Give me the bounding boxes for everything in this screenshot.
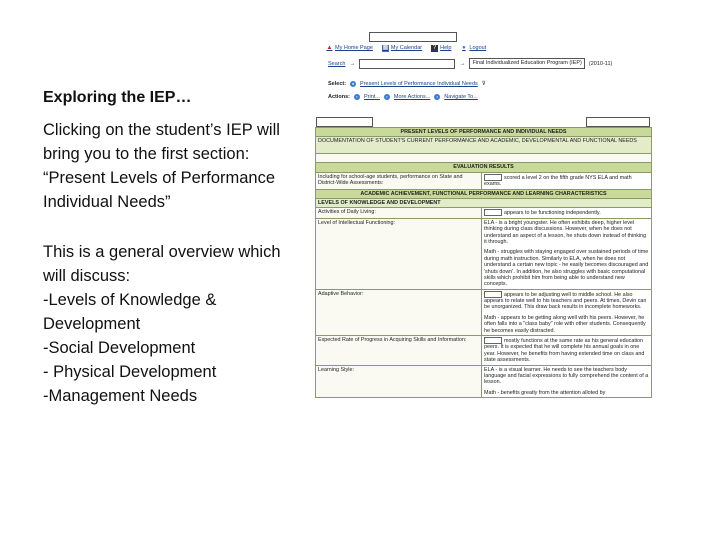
nav-help[interactable] <box>431 45 451 52</box>
redacted-name <box>484 209 502 216</box>
help-icon: ? <box>432 44 437 51</box>
iep-year: (2010-11) <box>588 60 613 67</box>
overview-item: - Physical Development <box>43 363 217 381</box>
nav-logout[interactable] <box>460 45 486 52</box>
learning-style-value <box>482 365 652 398</box>
learning-style-label: Learning Style: <box>316 365 482 398</box>
academic-heading: ACADEMIC ACHIEVEMENT, FUNCTIONAL PERFORMANCE AND LEARNING CHARACTERISTICS <box>316 189 652 198</box>
adaptive-label: Adaptive Behavior: <box>316 289 482 335</box>
navigate-icon: ▪ <box>434 94 440 100</box>
nav-calendar[interactable] <box>382 45 422 52</box>
search-link[interactable]: Search <box>328 60 346 67</box>
intellectual-label: Level of Intellectual Functioning: <box>316 218 482 289</box>
adaptive-text-2: Math - appears to be getting along well with his peers. However, he often falls into a "class baby" role with other students. Consequently he becomes easily distracted. <box>484 314 646 334</box>
adaptive-value <box>482 289 652 335</box>
redacted-name <box>484 291 502 298</box>
levels-heading: LEVELS OF KNOWLEDGE AND DEVELOPMENT <box>316 198 652 207</box>
intellectual-math: Math - struggles with staying engaged over sustained periods of time during math instruction. Similarly to ELA, when he does not understand a certain new topic - he easily becomes discouraged and 'shuts down'. In addition, he also struggles with basic computational skills which prohibit him from being able to understand new concepts. <box>484 249 649 288</box>
iep-table <box>315 127 652 398</box>
section-heading: PRESENT LEVELS OF PERFORMANCE AND INDIVIDUAL NEEDS <box>316 128 652 137</box>
nav-calendar-label: My Calendar <box>390 45 423 51</box>
calendar-icon: ▦ <box>382 44 389 51</box>
top-input[interactable] <box>369 32 457 42</box>
arrow-icon: → <box>349 60 356 67</box>
logout-icon: ● <box>462 44 466 51</box>
slide-text <box>43 86 293 408</box>
select-section[interactable]: Present Levels of Performance Individual Needs <box>360 81 478 87</box>
evaluation-label: Including for school-age students, performance on State and District-Wide Assessments: <box>316 172 482 189</box>
select-icon: ● <box>351 81 355 86</box>
iep-title: Final Individualized Education Program (IEP) <box>469 58 584 69</box>
nav-home-label: My Home Page <box>335 45 373 51</box>
evaluation-heading: EVALUATION RESULTS <box>316 163 652 172</box>
actions-row <box>328 94 478 100</box>
nav-logout-label: Logout <box>469 45 487 51</box>
intellectual-ela: ELA - is a bright youngster. He often exhibits deep, higher level thinking during class discussions. However, when he does not understand an aspect of a lesson, he shuts down instead of thinking it through. <box>484 219 647 245</box>
slide-overview: This is a general overview which will discuss: <box>43 243 281 285</box>
progress-label: Expected Rate of Progress in Acquiring Skills and Information: <box>316 336 482 366</box>
overview-item: -Social Development <box>43 339 196 357</box>
print-icon: ▪ <box>354 94 360 100</box>
actions-label: Actions: <box>328 94 350 100</box>
navigate-link[interactable]: Navigate To... <box>444 94 478 100</box>
evaluation-value: scored a level 2 on the fifth grade NYS ELA and math exams. <box>482 172 652 189</box>
arrow-icon: → <box>459 60 466 67</box>
overview-item: -Management Needs <box>43 387 198 405</box>
nav-help-label: Help <box>440 45 452 51</box>
top-nav <box>326 42 486 54</box>
dropdown-icon[interactable]: ⊽ <box>481 81 486 87</box>
learning-math: Math - benefits greatly from the attention alloted by <box>484 389 606 396</box>
select-row <box>328 81 486 87</box>
documentation-heading: DOCUMENTATION OF STUDENT'S CURRENT PERFORMANCE AND ACADEMIC, DEVELOPMENTAL AND FUNCTIONAL NEEDS <box>316 137 652 154</box>
redacted-name <box>484 174 502 181</box>
progress-value: mostly functions at the same rate as his general education peers. It is expected that he will complete his annual goals in one year. However, he benefits from having extended time on class and state assessments. <box>482 336 652 366</box>
search-input[interactable] <box>359 59 455 69</box>
right-field[interactable] <box>586 117 650 127</box>
learning-ela: ELA - is a visual learner. He needs to see the teachers body language and facial expressions to fully comprehend the content of a lesson. <box>484 366 649 386</box>
slide-intro: Clicking on the student’s IEP will bring you to the first section: “Present Levels of Performance Individual Needs” <box>43 121 280 211</box>
search-row <box>328 58 612 69</box>
adaptive-text-1: appears to be adjusting well to middle school. He also appears to relate well to his teachers and peers. At times, Devin can be unorganized. This draw back results in incomplete homeworks. <box>484 291 647 311</box>
select-label: Select: <box>328 81 347 87</box>
slide-title: Exploring the IEP… <box>43 89 192 106</box>
daily-living-label: Activities of Daily Living: <box>316 208 482 218</box>
daily-living-value: appears to be functioning independently. <box>482 208 652 218</box>
intellectual-value <box>482 218 652 289</box>
nav-home[interactable] <box>326 45 373 52</box>
home-icon: ▲ <box>326 44 333 51</box>
overview-item: -Levels of Knowledge & Development <box>43 291 217 333</box>
more-actions-link[interactable]: More Actions... <box>393 94 431 100</box>
print-link[interactable]: Print... <box>364 94 380 100</box>
redacted-name <box>484 337 502 344</box>
iep-screenshot <box>312 30 654 458</box>
more-actions-icon: ▪ <box>384 94 390 100</box>
left-field[interactable] <box>316 117 373 127</box>
